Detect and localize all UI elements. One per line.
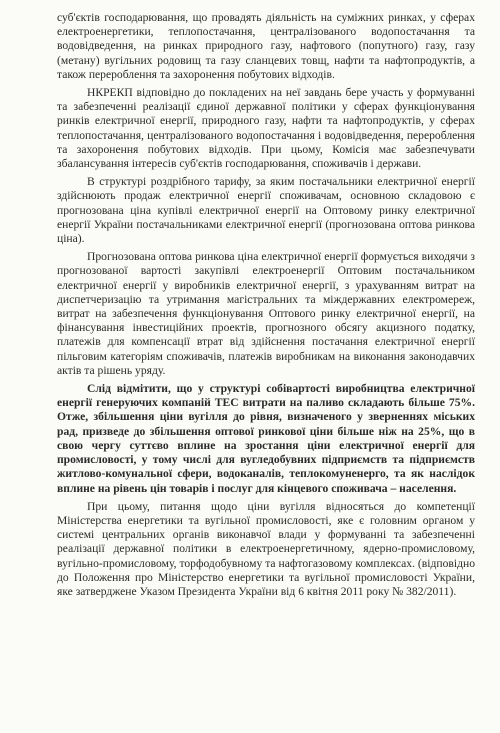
paragraph-1: суб'єктів господарювання, що провадять діяльність на суміжних ринках, у сферах електроенергетики, теплопостачання, централізованого водопостачання та водовідведення, на ринках природного газу, нафтового (попутного) газу, газу (метану) вугільних родовищ та газу сланцевих товщ, нафти та нафтопродуктів, а також перероблення та захоронення побутових відходів.	[57, 11, 475, 81]
paragraph-2: НКРЕКП відповідно до покладених на неї завдань бере участь у формуванні та забезпеченні реалізації єдиної державної політики у сферах функціонування ринків електричної енергії, природного газу, нафти та нафтопродуктів, у сферах теплопостачання, централізованого водопостачання і водовідведення, перероблення та захоронення побутових відходів. При цьому, Комісія має забезпечувати збалансування інтересів суб'єктів господарювання, споживачів і держави.	[57, 86, 475, 171]
paragraph-3: В структурі роздрібного тарифу, за яким постачальники електричної енергії здійснюють продаж електричної енергії споживачам, основною складовою є прогнозована ціна купівлі електричної енергії на Оптовому ринку електричної енергії України постачальниками електричної енергії (прогнозована оптова ринкова ціна).	[57, 175, 475, 246]
paragraph-4: Прогнозована оптова ринкова ціна електричної енергії формується виходячи з прогнозованої вартості закупівлі електроенергії Оптовим постачальником електричної енергії у виробників електричної енергії, з урахуванням витрат на диспетчеризацію та утримання магістральних та міждержавних електромереж, витрат на забезпечення функціонування Оптового ринку електричної енергії, на фінансування інвестиційних проектів, прогнозного обсягу акцизного податку, платежів для компенсації втрат від здійснення постачання електричної енергії пільговим категоріям споживачів, платежів виробникам на виконання законодавчих актів та рішень уряду.	[57, 250, 475, 377]
document-body	[57, 11, 475, 603]
paragraph-5-bold: Слід відмітити, що у структурі собівартості виробництва електричної енергії генеруючих компаній ТЕС витрати на паливо складають більше 75%. Отже, збільшення ціни вугілля до рівня, визначеного у зверненнях міських рад, призведе до збільшення оптової ринкової ціни більше ніж на 25%, що в свою чергу суттєво вплине на зростання ціни електричної енергії для промисловості, у тому числі для вугледобувних підприємств та підприємств житлово-комунальної сфери, водоканалів, теплокомуненерго, та як наслідок вплине на рівень цін товарів і послуг для кінцевого споживача – населення.	[57, 382, 475, 495]
paragraph-6: При цьому, питання щодо ціни вугілля відносяться до компетенції Міністерства енергетики та вугільної промисловості, яке є головним органом у системі центральних органів виконавчої влади у формуванні та забезпеченні реалізації державної політики в електроенергетичному, ядерно-промисловому, вугільно-промисловому, торфодобувному та нафтогазовому комплексах. (відповідно до Положення про Міністерство енергетики та вугільної промисловості України, яке затверджене Указом Президента України від 6 квітня 2011 року № 382/2011).	[57, 499, 475, 598]
